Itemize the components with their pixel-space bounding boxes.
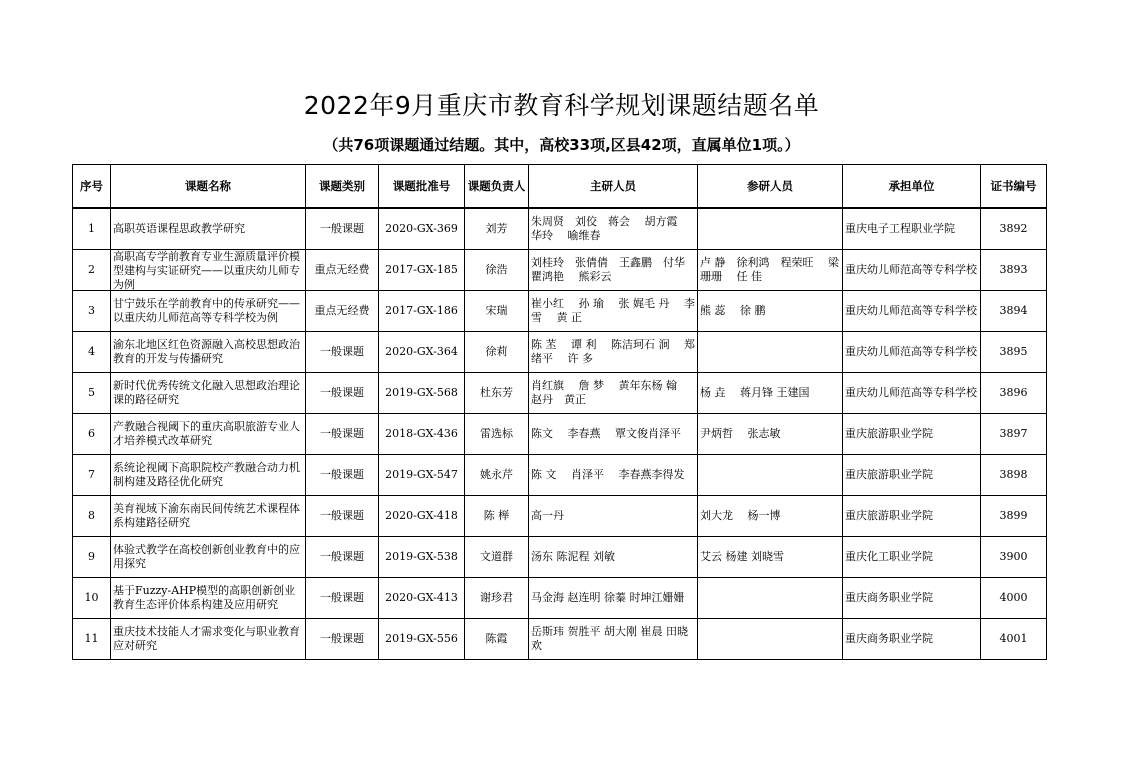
main-researchers [529,619,698,660]
table-row [73,537,1047,578]
topic-name [111,208,306,250]
table-row [73,373,1047,414]
host-unit-text: 重庆电子工程职业学院 [845,222,955,235]
col-header-leader: 课题负责人 [465,165,529,209]
topic-leader-text: 徐浩 [485,263,508,276]
row-number [73,619,111,660]
topic-type [306,332,379,373]
host-unit-text: 重庆幼儿师范高等专科学校 [845,386,977,399]
topic-name-text: 渝东北地区红色资源融入高校思想政治教育的开发与传播研究 [113,338,300,365]
approval-number-text: 2020-GX-364 [385,345,458,358]
certificate-number [981,373,1047,414]
topic-name-text: 高职英语课程思政教学研究 [113,222,245,235]
topic-type-text: 一般课题 [320,550,364,563]
assistant-researchers-text: 杨 垚 蒋月锋 王建国 [700,386,810,399]
topic-leader [465,373,529,414]
main-researchers-text: 高一丹 [531,509,564,522]
certificate-number-text: 4001 [999,632,1028,645]
row-number [73,332,111,373]
row-number-text: 8 [88,509,95,522]
row-number-text: 10 [84,591,99,604]
topic-name [111,414,306,455]
topic-leader [465,455,529,496]
row-number-text: 7 [88,468,95,481]
topic-name [111,578,306,619]
assistant-researchers [698,250,843,291]
approval-number-text: 2017-GX-186 [385,304,458,317]
main-researchers-text: 肖红旗 詹 梦 黄年东杨 翰 赵丹 黄正 [531,379,688,406]
assistant-researchers [698,455,843,496]
approval-number [379,455,465,496]
row-number [73,291,111,332]
row-number-text: 1 [88,222,95,235]
table-row [73,208,1047,250]
approval-number-text: 2019-GX-556 [385,632,458,645]
page-title: 2022年9月重庆市教育科学规划课题结题名单 [303,91,820,120]
table-row [73,250,1047,291]
col-header-code: 课题批准号 [379,165,465,209]
host-unit [843,373,981,414]
topic-name [111,537,306,578]
certificate-number [981,250,1047,291]
topic-name-text: 甘宁鼓乐在学前教育中的传承研究——以重庆幼儿师范高等专科学校为例 [113,297,300,324]
table-row [73,619,1047,660]
certificate-number [981,496,1047,537]
approval-number [379,537,465,578]
topic-name-text: 高职高专学前教育专业生源质量评价模型建构与实证研究——以重庆幼儿师专为例 [113,250,300,291]
topic-type-text: 一般课题 [320,222,364,235]
row-number-text: 5 [88,386,95,399]
approval-number [379,496,465,537]
host-unit [843,414,981,455]
row-number-text: 2 [88,263,95,276]
topic-leader-text: 杜东芳 [480,386,513,399]
approval-number-text: 2017-GX-185 [385,263,458,276]
topic-type-text: 重点无经费 [314,263,370,276]
row-number-text: 6 [88,427,95,440]
host-unit [843,619,981,660]
topic-type [306,537,379,578]
topic-type-text: 一般课题 [320,427,364,440]
topic-name-text: 体验式教学在高校创新创业教育中的应用探究 [113,543,300,570]
page-subtitle: （共76项课题通过结题。其中，高校33项,区县42项，直属单位1项。） [323,136,800,154]
approval-number-text: 2020-GX-369 [385,222,458,235]
topic-name-text: 美育视域下渝东南民间传统艺术课程体系构建路径研究 [113,502,300,529]
col-header-type: 课题类别 [306,165,379,209]
host-unit [843,578,981,619]
approval-number-text: 2020-GX-413 [385,591,458,604]
row-number [73,373,111,414]
host-unit [843,496,981,537]
host-unit [843,291,981,332]
host-unit-text: 重庆幼儿师范高等专科学校 [845,263,977,276]
host-unit-text: 重庆商务职业学院 [845,632,933,645]
topic-name [111,619,306,660]
approval-number [379,250,465,291]
main-researchers-text: 朱周贤 刘佼 蒋会 胡方霞 华玲 喻维春 [531,215,692,242]
certificate-number-text: 3894 [999,304,1028,317]
certificate-number [981,208,1047,250]
topic-leader-text: 文道群 [480,550,513,563]
topic-type [306,414,379,455]
certificate-number [981,578,1047,619]
host-unit [843,332,981,373]
topic-type-text: 一般课题 [320,509,364,522]
topic-leader [465,578,529,619]
topic-type [306,291,379,332]
assistant-researchers [698,496,843,537]
topic-name-text: 系统论视阈下高职院校产教融合动力机制构建及路径优化研究 [113,461,300,488]
topic-leader-text: 陈霞 [485,632,508,645]
main-researchers [529,455,698,496]
host-unit [843,537,981,578]
certificate-number [981,332,1047,373]
topic-name [111,496,306,537]
topic-type-text: 一般课题 [320,468,364,481]
main-researchers-text: 崔小红 孙 瑜 张 娓毛 丹 李 雪 黄 正 [531,297,695,324]
assistant-researchers [698,578,843,619]
topic-type [306,373,379,414]
certificate-number-text: 3898 [999,468,1028,481]
topic-name-text: 重庆技术技能人才需求变化与职业教育应对研究 [113,625,300,652]
topic-leader [465,496,529,537]
certificate-number-text: 3899 [999,509,1028,522]
host-unit [843,208,981,250]
approval-number [379,291,465,332]
topic-type [306,496,379,537]
row-number [73,414,111,455]
row-number [73,537,111,578]
assistant-researchers [698,619,843,660]
row-number [73,208,111,250]
main-researchers [529,332,698,373]
row-number-text: 11 [84,632,99,645]
approval-number [379,619,465,660]
assistant-researchers-text: 艾云 杨建 刘晓雪 [700,550,784,563]
assistant-researchers-text: 尹炳哲 张志敏 [700,427,781,440]
certificate-number [981,537,1047,578]
approval-number-text: 2020-GX-418 [385,509,458,522]
col-header-unit: 承担单位 [843,165,981,209]
topic-leader [465,414,529,455]
col-header-cert: 证书编号 [981,165,1047,209]
main-researchers [529,414,698,455]
topic-name [111,291,306,332]
certificate-number-text: 3900 [999,550,1028,563]
row-number [73,578,111,619]
table-row [73,291,1047,332]
row-number [73,496,111,537]
certificate-number [981,619,1047,660]
results-table [72,164,1047,660]
main-researchers [529,250,698,291]
topic-leader [465,619,529,660]
row-number [73,455,111,496]
topic-name [111,250,306,291]
table-row [73,414,1047,455]
topic-name-text: 新时代优秀传统文化融入思想政治理论课的路径研究 [113,379,300,406]
host-unit-text: 重庆幼儿师范高等专科学校 [845,304,977,317]
certificate-number-text: 3892 [999,222,1028,235]
topic-leader-text: 刘芳 [485,222,508,235]
topic-leader [465,208,529,250]
certificate-number-text: 3893 [999,263,1028,276]
topic-leader-text: 宋瑞 [485,304,508,317]
main-researchers-text: 刘桂玲 张倩倩 王鑫鹏 付华 瞿鸿艳 熊彩云 [531,256,700,283]
host-unit-text: 重庆商务职业学院 [845,591,933,604]
topic-name [111,455,306,496]
topic-type-text: 一般课题 [320,632,364,645]
row-number-text: 9 [88,550,95,563]
host-unit [843,455,981,496]
topic-type [306,208,379,250]
topic-name [111,373,306,414]
main-researchers [529,496,698,537]
host-unit-text: 重庆幼儿师范高等专科学校 [845,345,977,358]
topic-leader-text: 姚永芹 [480,468,513,481]
main-researchers [529,578,698,619]
approval-number-text: 2019-GX-538 [385,550,458,563]
topic-leader [465,250,529,291]
assistant-researchers [698,414,843,455]
certificate-number-text: 3896 [999,386,1028,399]
topic-leader-text: 雷选标 [480,427,513,440]
approval-number-text: 2019-GX-568 [385,386,458,399]
host-unit-text: 重庆化工职业学院 [845,550,933,563]
certificate-number [981,291,1047,332]
row-number-text: 4 [88,345,95,358]
row-number [73,250,111,291]
topic-type-text: 重点无经费 [314,304,370,317]
approval-number-text: 2018-GX-436 [385,427,458,440]
topic-leader [465,291,529,332]
approval-number [379,578,465,619]
assistant-researchers-text: 卢 静 徐利鸿 程荣旺 梁珊珊 任 佳 [700,256,839,283]
topic-type-text: 一般课题 [320,345,364,358]
main-researchers [529,291,698,332]
topic-type [306,455,379,496]
main-researchers [529,537,698,578]
table-row [73,332,1047,373]
approval-number [379,373,465,414]
host-unit-text: 重庆旅游职业学院 [845,427,933,440]
main-researchers-text: 岳斯玮 贺胜平 胡大刚 崔晨 田晓欢 [531,625,688,652]
main-researchers-text: 陈 文 肖泽平 李春燕李得发 [531,468,685,481]
main-researchers [529,373,698,414]
approval-number [379,332,465,373]
certificate-number-text: 3895 [999,345,1028,358]
main-researchers-text: 汤东 陈泥程 刘敏 [531,550,615,563]
topic-type [306,578,379,619]
assistant-researchers [698,208,843,250]
col-header-main: 主研人员 [529,165,698,209]
topic-leader-text: 陈 榉 [483,509,510,522]
main-researchers-text: 陈 苤 谭 利 陈洁珂石 涧 郑绪平 许 多 [531,338,695,365]
topic-type-text: 一般课题 [320,591,364,604]
topic-type [306,619,379,660]
table-row [73,455,1047,496]
host-unit-text: 重庆旅游职业学院 [845,509,933,522]
table-header-row [73,165,1047,209]
topic-name [111,332,306,373]
table-row [73,578,1047,619]
certificate-number-text: 3897 [999,427,1028,440]
row-number-text: 3 [88,304,95,317]
assistant-researchers [698,291,843,332]
topic-name-text: 产教融合视阈下的重庆高职旅游专业人才培养模式改革研究 [113,420,300,447]
assistant-researchers-text: 熊 蕊 徐 鹏 [700,304,766,317]
table-row [73,496,1047,537]
assistant-researchers-text: 刘大龙 杨一博 [700,509,781,522]
approval-number-text: 2019-GX-547 [385,468,458,481]
approval-number [379,208,465,250]
assistant-researchers [698,332,843,373]
main-researchers-text: 陈文 李春燕 覃文俊肖泽平 [531,427,681,440]
topic-leader [465,332,529,373]
host-unit [843,250,981,291]
topic-leader-text: 徐莉 [485,345,508,358]
certificate-number [981,455,1047,496]
host-unit-text: 重庆旅游职业学院 [845,468,933,481]
topic-leader [465,537,529,578]
col-header-assist: 参研人员 [698,165,843,209]
assistant-researchers [698,537,843,578]
topic-leader-text: 谢珍君 [480,591,513,604]
certificate-number-text: 4000 [999,591,1028,604]
certificate-number [981,414,1047,455]
main-researchers [529,208,698,250]
topic-type-text: 一般课题 [320,386,364,399]
col-header-no: 序号 [73,165,111,209]
approval-number [379,414,465,455]
topic-name-text: 基于Fuzzy-AHP模型的高职创新创业教育生态评价体系构建及应用研究 [113,584,296,611]
main-researchers-text: 马金海 赵连明 徐蓁 时坤江姗姗 [531,591,685,604]
assistant-researchers [698,373,843,414]
topic-type [306,250,379,291]
col-header-name: 课题名称 [111,165,306,209]
